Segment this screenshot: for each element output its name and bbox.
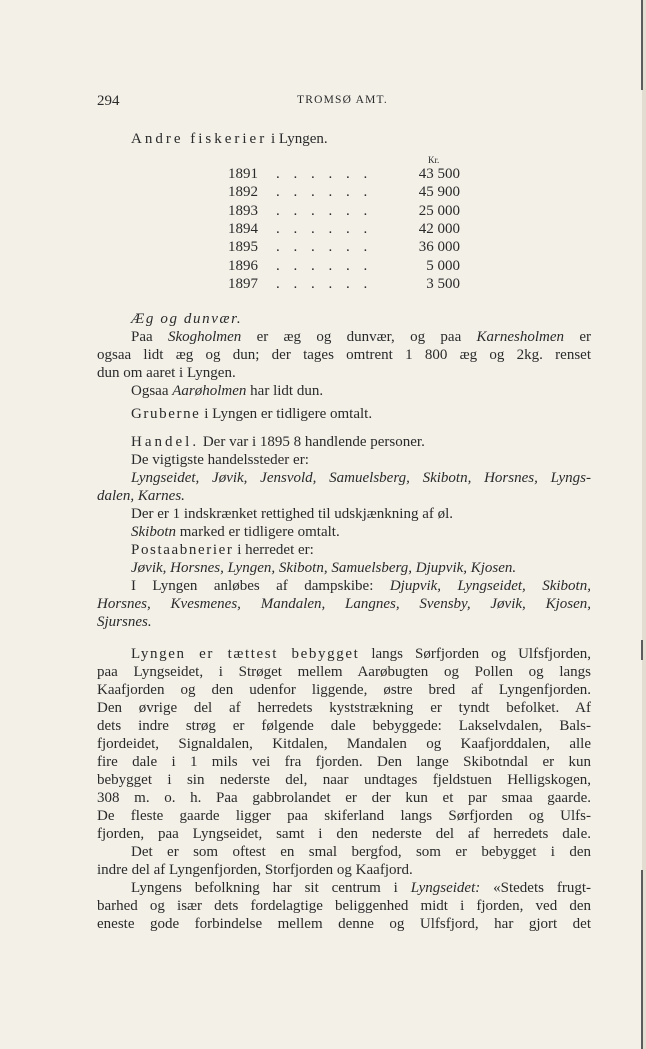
table-row [228, 184, 460, 202]
paragraph-line: 308 m. o. h. Paa gabbrolandet er der kun et par smaa gaarde. [97, 790, 591, 806]
table-row [228, 221, 460, 239]
table-cell-year: 1891 [228, 166, 258, 182]
paragraph-line: Ogsaa Aarøholmen har lidt dun. [131, 383, 324, 399]
paragraph-line: Den øvrige del af herredets kyststrækning er tyndt befolket. Af [97, 700, 591, 716]
table-cell-amount: 25 000 [418, 202, 460, 219]
table-row [228, 166, 460, 184]
table-cell-dots: . . . . . . [276, 220, 373, 237]
table-cell-amount: 5 000 [426, 257, 460, 274]
section-heading-gruber: Gruberne i Lyngen er tidligere omtalt. [131, 406, 373, 422]
table-title: Andre fiskerier i Lyngen. [131, 131, 328, 147]
running-head: TROMSØ AMT. [297, 94, 388, 106]
page-edge-line [641, 0, 643, 90]
table-cell-year: 1896 [228, 257, 258, 274]
table-cell-dots: . . . . . . [276, 257, 373, 274]
paragraph-line: barhed og især dets fordelagtige beliggenhed midt i fjorden, ved den [97, 898, 591, 914]
table-cell-dots: . . . . . . [276, 184, 373, 201]
paragraph-line: paa Lyngseidet, i Strøget mellem Aarøbugten og Pollen og langs [97, 664, 591, 680]
paragraph-line: dalen, Karnes. [97, 488, 185, 504]
paragraph-line: Horsnes, Kvesmenes, Mandalen, Langnes, Svensby, Jøvik, Kjosen, [97, 596, 591, 612]
paragraph-line: dun om aaret i Lyngen. [97, 365, 236, 381]
table-cell-year: 1894 [228, 220, 258, 237]
table-cell-amount: 43 500 [418, 166, 460, 182]
table-cell-year: 1892 [228, 184, 258, 201]
page-edge-line [641, 870, 643, 1049]
paragraph-line: De fleste gaarde ligger paa skiferland langs Sørfjorden og Ulfs- [97, 808, 591, 824]
paragraph-line: I Lyngen anløbes af dampskibe: Djupvik, Lyngseidet, Skibotn, [131, 578, 591, 594]
table-cell-amount: 45 900 [418, 184, 460, 201]
paragraph-line: Skibotn marked er tidligere omtalt. [131, 524, 340, 540]
table-cell-amount: 3 500 [426, 275, 460, 292]
paragraph-line: Lyngen er tættest bebygget langs Sørfjorden og Ulfsfjorden, [131, 646, 592, 662]
table-cell-amount: 36 000 [418, 239, 460, 256]
paragraph-line: eneste gode forbindelse mellem denne og Ulfsfjord, har gjort det [97, 916, 591, 932]
table-cell-year: 1895 [228, 239, 258, 256]
paragraph-line: fjorden, paa Lyngseidet, samt i den nederste del af herredets dale. [97, 826, 591, 842]
paragraph-line: ogsaa lidt æg og dun; der tages omtrent 1 800 æg og 2kg. renset [97, 347, 591, 363]
page-edge-line [641, 640, 643, 660]
table-unit: Kr. [428, 155, 440, 165]
paragraph-line: Paa Skogholmen er æg og dunvær, og paa Karnesholmen er [131, 329, 592, 345]
paragraph-line: Lyngseidet, Jøvik, Jensvold, Samuelsberg, Skibotn, Horsnes, Lyngs- [131, 470, 591, 486]
table-cell-amount: 42 000 [418, 220, 460, 237]
paragraph-line: fire dale i 1 mils vei fra fjorden. Den lange Skibotndal er kun [97, 754, 591, 770]
paragraph-line: dets indre strøg er følgende dale bebyggede: Lakselvdalen, Bals- [97, 718, 591, 734]
table-row [228, 203, 460, 221]
table-row [228, 258, 460, 276]
paragraph-line: Lyngens befolkning har sit centrum i Lyngseidet: «Stedets frugt- [131, 880, 591, 896]
section-heading-egg: Æg og dunvær. [131, 311, 243, 327]
paragraph-line: fjordeidet, Signaldalen, Kitdalen, Mandalen og Kaafjorddalen, alle [97, 736, 591, 752]
table-cell-dots: . . . . . . [276, 275, 373, 292]
paragraph-line: indre del af Lyngenfjorden, Storfjorden og Kaafjord. [97, 862, 413, 878]
table-cell-year: 1897 [228, 275, 258, 292]
section-heading-handel: Handel. Der var i 1895 8 handlende personer. [131, 434, 425, 450]
table-row [228, 239, 460, 257]
table-cell-dots: . . . . . . [276, 239, 373, 256]
paragraph-line: Sjursnes. [97, 614, 152, 630]
table-cell-dots: . . . . . . [276, 202, 373, 219]
paragraph-line: Postaabnerier i herredet er: [131, 542, 314, 558]
paragraph-line: De vigtigste handelssteder er: [131, 452, 309, 468]
page-number: 294 [97, 93, 120, 109]
paragraph-line: bebygget i sin nederste del, naar undtages fjeldstuen Helligskogen, [97, 772, 591, 788]
table-cell-year: 1893 [228, 202, 258, 219]
paragraph-line: Der er 1 indskrænket rettighed til udskjænkning af øl. [131, 506, 454, 522]
table-row [228, 276, 460, 294]
paragraph-line: Kaafjorden og den udenfor liggende, østre bred af Lyngenfjorden. [97, 682, 591, 698]
page-header [97, 93, 547, 113]
paragraph-line: Det er som oftest en smal bergfod, som er bebygget i den [131, 844, 591, 860]
table-cell-dots: . . . . . . [276, 166, 373, 182]
paragraph-line: Jøvik, Horsnes, Lyngen, Skibotn, Samuelsberg, Djupvik, Kjosen. [131, 560, 517, 576]
